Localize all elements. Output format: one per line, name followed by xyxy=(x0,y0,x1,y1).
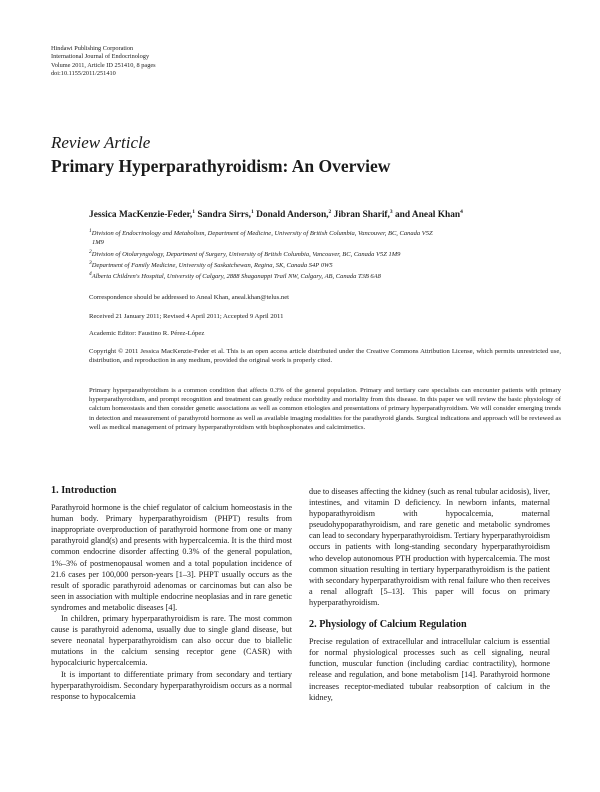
right-column xyxy=(309,486,550,703)
copyright-notice: Copyright © 2011 Jessica MacKenzie-Feder et al. This is an open access article distributed under the Creative Commons Attribution License, which permits unrestricted use, distribution, and reproduction in any medium, provided the original work is properly cited. xyxy=(89,348,561,365)
journal-header xyxy=(51,45,301,78)
publication-dates: Received 21 January 2011; Revised 4 April 2011; Accepted 9 April 2011 xyxy=(89,313,284,320)
paragraph: Precise regulation of extracellular and intracellular calcium is essential for normal physiological processes such as cell signaling, neural function, muscular function (including cardiac contractility), hormone release and regulation, and bone metabolism [14]. Parathyroid hormone increases receptor-mediated tubular reabsorption of calcium in the kidney, xyxy=(309,637,550,702)
section-heading: 2. Physiology of Calcium Regulation xyxy=(309,619,467,631)
author-affil-mark: 1 xyxy=(251,209,254,215)
author-affil-mark: 4 xyxy=(460,209,463,215)
paragraph: Parathyroid hormone is the chief regulator of calcium homeostasis in the human body. Primary hyperparathyroidism (PHPT) results from inappropriate overproduction of parathyroid hormone from one or many parathyroid gland(s) and presents with hypercalcemia. It is the third most common endocrine disorder affecting 0.3% of the general population, 1%–3% of postmenopausal women and a total population incidence of 21.6 cases per 100,000 person-years [1–3]. PHPT usually occurs as the result of sporadic parathyroid adenomas or carcinomas but can also be seen in association with multiple endocrine neoplasias and in rare genetic syndromes and metabolic diseases [4]. xyxy=(51,503,292,612)
article-title: Primary Hyperparathyroidism: An Overview xyxy=(51,156,391,176)
author-affil-mark: 3 xyxy=(389,209,393,215)
author-name: and Aneal Khan xyxy=(394,210,461,221)
volume-info: Volume 2011, Article ID 251410, 8 pages xyxy=(51,61,156,69)
affiliation-list xyxy=(89,227,561,282)
journal-name: International Journal of Endocrinology xyxy=(51,53,150,61)
affiliation: $^3$Department of Family Medicine, University of Saskatchewan, Regina, SK, Canada S4P 0W5 xyxy=(89,259,333,270)
article-type: Review Article xyxy=(51,133,151,152)
author-name: Jibran Sharif, xyxy=(333,210,390,221)
author-list xyxy=(89,209,463,220)
author-name: Jessica MacKenzie-Feder, xyxy=(89,210,193,221)
author-affil-mark: 2 xyxy=(328,209,332,215)
paragraph: due to diseases affecting the kidney (such as renal tubular acidosis), liver, intestines, and vitamin D deficiency. In newborn infants, maternal hypoparathyroidism with hypocalcemia, maternal pseudohypoparathyroidism, and rare genetic and metabolic syndromes can lead to secondary hyperparathyroidism. Tertiary hyperparathyroidism occurs in patients with long-standing secondary hyperparathyroidism who develop autonomous PTH production with hypercalcemia. The most common situation resulting in tertiary hyperparathyroidism is the patient with secondary hyperparathyroidism with renal failure who then receives a renal allograft [5–13]. This paper will focus on primary hyperparathyroidism. xyxy=(309,487,550,607)
doi: doi:10.1155/2011/251410 xyxy=(51,69,116,77)
affiliation: $^2$Division of Otolaryngology, Department of Surgery, University of British Columbia, Vancouver, BC, Canada V5Z 1M9 xyxy=(89,248,401,258)
paragraph: In children, primary hyperparathyroidism is rare. The most common cause is parathyroid adenoma, usually due to single gland disease, but severe neonatal hyperparathyroidism can also occur due to biallelic mutations in the calcium sensing receptor gene (CASR) with hypocalciuric hypercalcemia. xyxy=(51,614,292,668)
left-column xyxy=(51,485,292,702)
paragraph: It is important to differentiate primary from secondary and tertiary hyperparathyroidism. Secondary hyperparathyroidism occurs as a normal response to hypocalcemia xyxy=(51,669,292,701)
author-name: Donald Anderson, xyxy=(256,210,329,221)
author-affil-mark: 1 xyxy=(192,209,196,215)
abstract: Primary hyperparathyroidism is a common condition that affects 0.3% of the general population. Primary and tertiary care specialists can encounter patients with primary hyperparathyroidism, and prompt recognition and treatment can greatly reduce morbidity and mortality from this disease. In this paper we will review the basic physiology of calcium homeostasis and then consider genetic associations as well as common etiologies and presentations of primary hyperparathyroidism. We will consider emerging trends in detection and measurement of parathyroid hormone as well as available imaging modalities for the parathyroid glands. Surgical indications and approach will be reviewed as well as medical management of primary hyperparathyroidism with bisphosphonates and calcimimetics. xyxy=(89,387,561,431)
affiliation: $^4$Alberta Children's Hospital, University of Calgary, 2888 Shaganappi Trail NW, Calgary, AB, Canada T3B 6A8 xyxy=(89,271,381,281)
academic-editor: Academic Editor: Faustino R. Pérez-López xyxy=(89,330,205,337)
author-name: Sandra Sirrs, xyxy=(197,210,252,221)
affiliation: $^1$Division of Endocrinology and Metabolism, Department of Medicine, University of British Columbia, Vancouver, BC, Canada V5Z 1M9 xyxy=(89,228,433,247)
section-heading: 1. Introduction xyxy=(51,485,117,496)
publisher: Hindawi Publishing Corporation xyxy=(51,45,134,52)
correspondence: Correspondence should be addressed to Aneal Khan, aneal.khan@telus.net xyxy=(89,294,290,301)
